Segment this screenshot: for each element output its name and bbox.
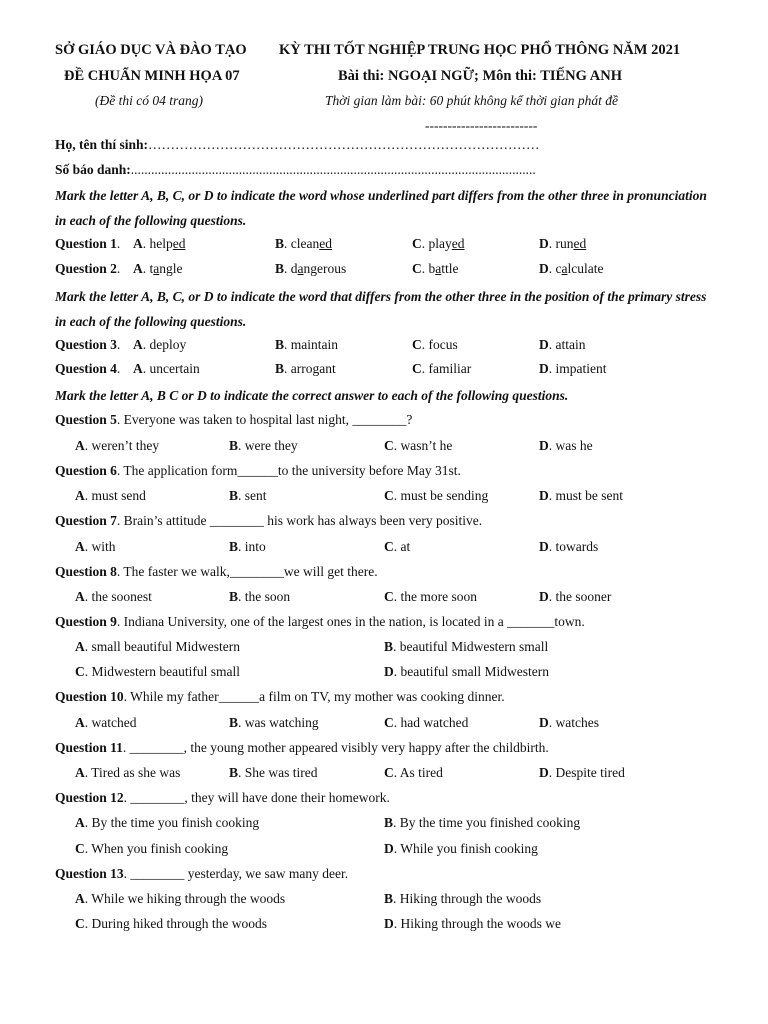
candidate-name-dots: …………………………………………………………………………… <box>148 137 540 152</box>
q5-option-d[interactable]: D. was he <box>539 438 593 453</box>
question-6: Question 6. The application form______to the university before May 31st. <box>55 463 461 478</box>
q12-option-d[interactable]: D. While you finish cooking <box>384 841 538 856</box>
instruction-correct-answer: Mark the letter A, B C or D to indicate the correct answer to each of the following questions. <box>55 388 569 403</box>
instruction-pronunciation: Mark the letter A, B, C, or D to indicate the word whose underlined part differs from the other three in pronunciation in each of the following questions. <box>55 188 707 228</box>
exam-subject: Bài thi: NGOẠI NGỮ; Môn thi: TIẾNG ANH <box>338 68 622 84</box>
q11-option-b[interactable]: B. She was tired <box>229 765 318 780</box>
q10-option-a[interactable]: A. watched <box>75 715 137 730</box>
question-text: ________, they will have done their homework. <box>130 790 390 805</box>
q9-option-c[interactable]: C. Midwestern beautiful small <box>75 664 240 679</box>
instruction-stress: Mark the letter A, B, C, or D to indicate the word that differs from the other three in the position of the primary stress in each of the following questions. <box>55 289 707 329</box>
q2-option-c[interactable]: C. battle <box>412 261 459 276</box>
question-text: Brain’s attitude ________ his work has always been very positive. <box>123 513 483 528</box>
question-3: Question 3. <box>55 337 121 352</box>
question-11: Question 11. ________, the young mother appeared visibly very happy after the childbirth. <box>55 740 549 755</box>
question-4: Question 4. <box>55 361 121 376</box>
q10-option-b[interactable]: B. was watching <box>229 715 319 730</box>
candidate-id-line <box>55 162 536 178</box>
q7-option-c[interactable]: C. at <box>384 539 411 554</box>
pages-note: (Đề thi có 04 trang) <box>95 93 203 108</box>
candidate-id-label: Số báo danh: <box>55 162 131 177</box>
q4-option-a[interactable]: A. uncertain <box>133 361 200 376</box>
q13-option-c[interactable]: C. During hiked through the woods <box>75 916 267 931</box>
q5-option-c[interactable]: C. wasn’t he <box>384 438 453 453</box>
question-1: Question 1. <box>55 236 121 251</box>
q11-option-a[interactable]: A. Tired as she was <box>75 765 181 780</box>
q2-option-b[interactable]: B. dangerous <box>275 261 347 276</box>
q1-option-b[interactable]: B. cleaned <box>275 236 332 251</box>
q13-option-d[interactable]: D. Hiking through the woods we <box>384 916 561 931</box>
q12-option-c[interactable]: C. When you finish cooking <box>75 841 229 856</box>
q6-option-a[interactable]: A. must send <box>75 488 146 503</box>
q1-option-c[interactable]: C. played <box>412 236 465 251</box>
question-number: Question 2 <box>55 261 117 276</box>
q11-option-c[interactable]: C. As tired <box>384 765 443 780</box>
question-5: Question 5. Everyone was taken to hospital last night, ________? <box>55 412 413 427</box>
q7-option-b[interactable]: B. into <box>229 539 266 554</box>
q9-option-d[interactable]: D. beautiful small Midwestern <box>384 664 549 679</box>
header-divider: ------------------------- <box>425 118 538 133</box>
q7-option-d[interactable]: D. towards <box>539 539 599 554</box>
question-text: While my father______a film on TV, my mother was cooking dinner. <box>130 689 505 704</box>
q12-option-a[interactable]: A. By the time you finish cooking <box>75 815 260 830</box>
q10-option-c[interactable]: C. had watched <box>384 715 469 730</box>
q5-option-a[interactable]: A. weren’t they <box>75 438 160 453</box>
q13-option-b[interactable]: B. Hiking through the woods <box>384 891 542 906</box>
q2-option-a[interactable]: A. tangle <box>133 261 183 276</box>
candidate-id-dots: ........................................................................................................................ <box>130 162 536 177</box>
q11-option-d[interactable]: D. Despite tired <box>539 765 625 780</box>
question-8: Question 8. The faster we walk,________we will get there. <box>55 564 378 579</box>
q8-option-a[interactable]: A. the soonest <box>75 589 152 604</box>
q7-option-a[interactable]: A. with <box>75 539 116 554</box>
q6-option-d[interactable]: D. must be sent <box>539 488 623 503</box>
exam-set-name: ĐỀ CHUẨN MINH HỌA 07 <box>64 68 240 84</box>
q8-option-c[interactable]: C. the more soon <box>384 589 477 604</box>
q4-option-d[interactable]: D. impatient <box>539 361 607 376</box>
q3-option-b[interactable]: B. maintain <box>275 337 339 352</box>
q2-option-d[interactable]: D. calculate <box>539 261 604 276</box>
question-text: Indiana University, one of the largest ones in the nation, is located in a _______town. <box>123 614 585 629</box>
q4-option-c[interactable]: C. familiar <box>412 361 472 376</box>
q3-option-c[interactable]: C. focus <box>412 337 458 352</box>
q13-option-a[interactable]: A. While we hiking through the woods <box>75 891 286 906</box>
question-13: Question 13. ________ yesterday, we saw many deer. <box>55 866 349 881</box>
time-note: Thời gian làm bài: 60 phút không kể thời gian phát đề <box>325 93 619 108</box>
candidate-name-line <box>55 137 540 153</box>
department-name: SỞ GIÁO DỤC VÀ ĐÀO TẠO <box>55 42 247 58</box>
q10-option-d[interactable]: D. watches <box>539 715 599 730</box>
question-12: Question 12. ________, they will have done their homework. <box>55 790 390 805</box>
q4-option-b[interactable]: B. arrogant <box>275 361 336 376</box>
question-7: Question 7. Brain’s attitude ________ his work has always been very positive. <box>55 513 483 528</box>
question-text: ________, the young mother appeared visibly very happy after the childbirth. <box>129 740 549 755</box>
q6-option-b[interactable]: B. sent <box>229 488 267 503</box>
question-10: Question 10. While my father______a film on TV, my mother was cooking dinner. <box>55 689 505 704</box>
q6-option-c[interactable]: C. must be sending <box>384 488 489 503</box>
question-text: The faster we walk,________we will get there. <box>123 564 378 579</box>
q9-option-b[interactable]: B. beautiful Midwestern small <box>384 639 549 654</box>
q3-option-d[interactable]: D. attain <box>539 337 586 352</box>
q8-option-d[interactable]: D. the sooner <box>539 589 612 604</box>
q1-option-d[interactable]: D. runed <box>539 236 587 251</box>
question-2: Question 2. <box>55 261 121 276</box>
question-9: Question 9. Indiana University, one of the largest ones in the nation, is located in a _______town. <box>55 614 585 629</box>
question-text: ________ yesterday, we saw many deer. <box>130 866 349 881</box>
q5-option-b[interactable]: B. were they <box>229 438 298 453</box>
q1-option-a[interactable]: A. helped <box>133 236 186 251</box>
q9-option-a[interactable]: A. small beautiful Midwestern <box>75 639 240 654</box>
question-text: The application form______to the university before May 31st. <box>123 463 461 478</box>
exam-title: KỲ THI TỐT NGHIỆP TRUNG HỌC PHỔ THÔNG NĂM 2021 <box>279 42 681 58</box>
q8-option-b[interactable]: B. the soon <box>229 589 291 604</box>
q3-option-a[interactable]: A. deploy <box>133 337 187 352</box>
candidate-name-label: Họ, tên thí sinh: <box>55 137 149 152</box>
q12-option-b[interactable]: B. By the time you finished cooking <box>384 815 581 830</box>
question-text: Everyone was taken to hospital last night, ________? <box>123 412 413 427</box>
question-number: Question 1 <box>55 236 117 251</box>
